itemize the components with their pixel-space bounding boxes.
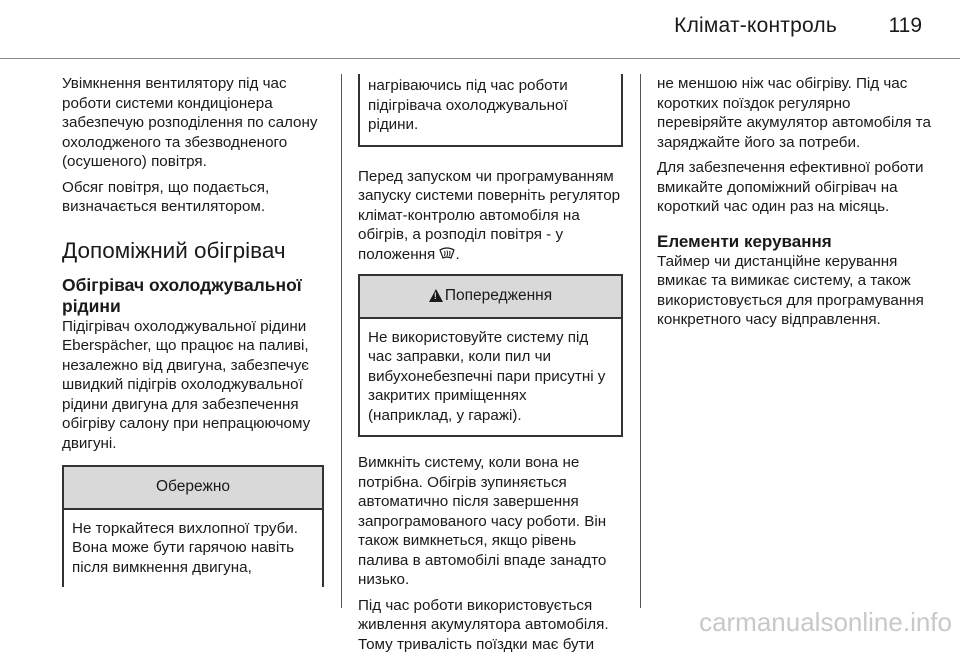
page-title: Клімат-контроль [674, 14, 837, 37]
paragraph: Під час роботи використовується живлення акумулятора автомобіля. Тому тривалість поїздки має бути [358, 596, 609, 653]
warning-header [360, 276, 621, 319]
page-number: 119 [888, 14, 922, 37]
column-1 [62, 74, 324, 587]
column-3 [657, 74, 939, 336]
paragraph-end: . [455, 245, 460, 263]
subsection-heading: Обігрівач охолоджувальної рідини [62, 274, 302, 316]
paragraph: Обсяг повітря, що подається, визначається вентилятором. [62, 178, 270, 215]
section-heading: Допоміжний обігрівач [62, 237, 286, 263]
paragraph: Підігрівач охолоджувальної рідини Eberspächer, що працює на паливі, незалежно від двигуна, забезпечує швидкий підігрів охолоджувальної рідини двигуна для забезпечення обігріву салону при непрацюючому двигуні. [62, 317, 311, 452]
warning-text: Не використовуйте систему під час заправки, коли пил чи вибухонебезпечні пари присутні у закритих приміщеннях (наприклад, у гаражі). [368, 328, 606, 424]
header-rule [0, 58, 960, 59]
paragraph-text: Перед запуском чи програмуванням запуску системи поверніть регулятор клімат-контролю автомобіля на обігрів, а розподіл повітря - у положення [358, 167, 621, 263]
paragraph: не меншою ніж час обігріву. Під час коротких поїздок регулярно перевіряйте акумулятор автомобіля та заряджайте його за потреби. [657, 75, 931, 151]
page-header [0, 0, 960, 50]
paragraph: Увімкнення вентилятору під час роботи системи кондиціонера забезпечую розподілення по салону охолодженого та збезводненого (осушеного) повітря. [62, 75, 318, 170]
caution-box [62, 465, 324, 587]
column-2 [358, 74, 623, 660]
windshield-defrost-icon [439, 247, 455, 261]
section-heading: Елементи керування [657, 231, 832, 251]
paragraph [358, 167, 623, 265]
column-divider-1 [341, 74, 342, 608]
watermark: carmanualsonline.info [699, 607, 952, 637]
caution-title: Обережно [64, 467, 322, 510]
column-divider-2 [640, 74, 641, 608]
warning-title: Попередження [444, 287, 553, 304]
paragraph: Таймер чи дистанційне керування вмикає та вимикає систему, а також використовується для програмування конкретного часу відправлення. [657, 252, 924, 328]
paragraph: Для забезпечення ефективної роботи вмикайте допоміжний обігрівач на короткий час один раз на місяць. [657, 159, 924, 215]
warning-triangle-icon [429, 289, 443, 302]
caution-text: Не торкайтеся вихлопної труби. Вона може бути гарячою навіть після вимкнення двигуна, [72, 519, 299, 576]
caution-text-continued: нагріваючись під час роботи підігрівача охолоджувальної рідини. [368, 77, 568, 133]
paragraph: Вимкніть систему, коли вона не потрібна. Обігрів зупиняється автоматично після завершення запрограмованого часу роботи. Він також вимкнеться, якщо рівень палива в автомобілі впаде занадто низько. [358, 454, 607, 588]
warning-box [358, 274, 623, 437]
caution-box-continued [358, 74, 623, 147]
